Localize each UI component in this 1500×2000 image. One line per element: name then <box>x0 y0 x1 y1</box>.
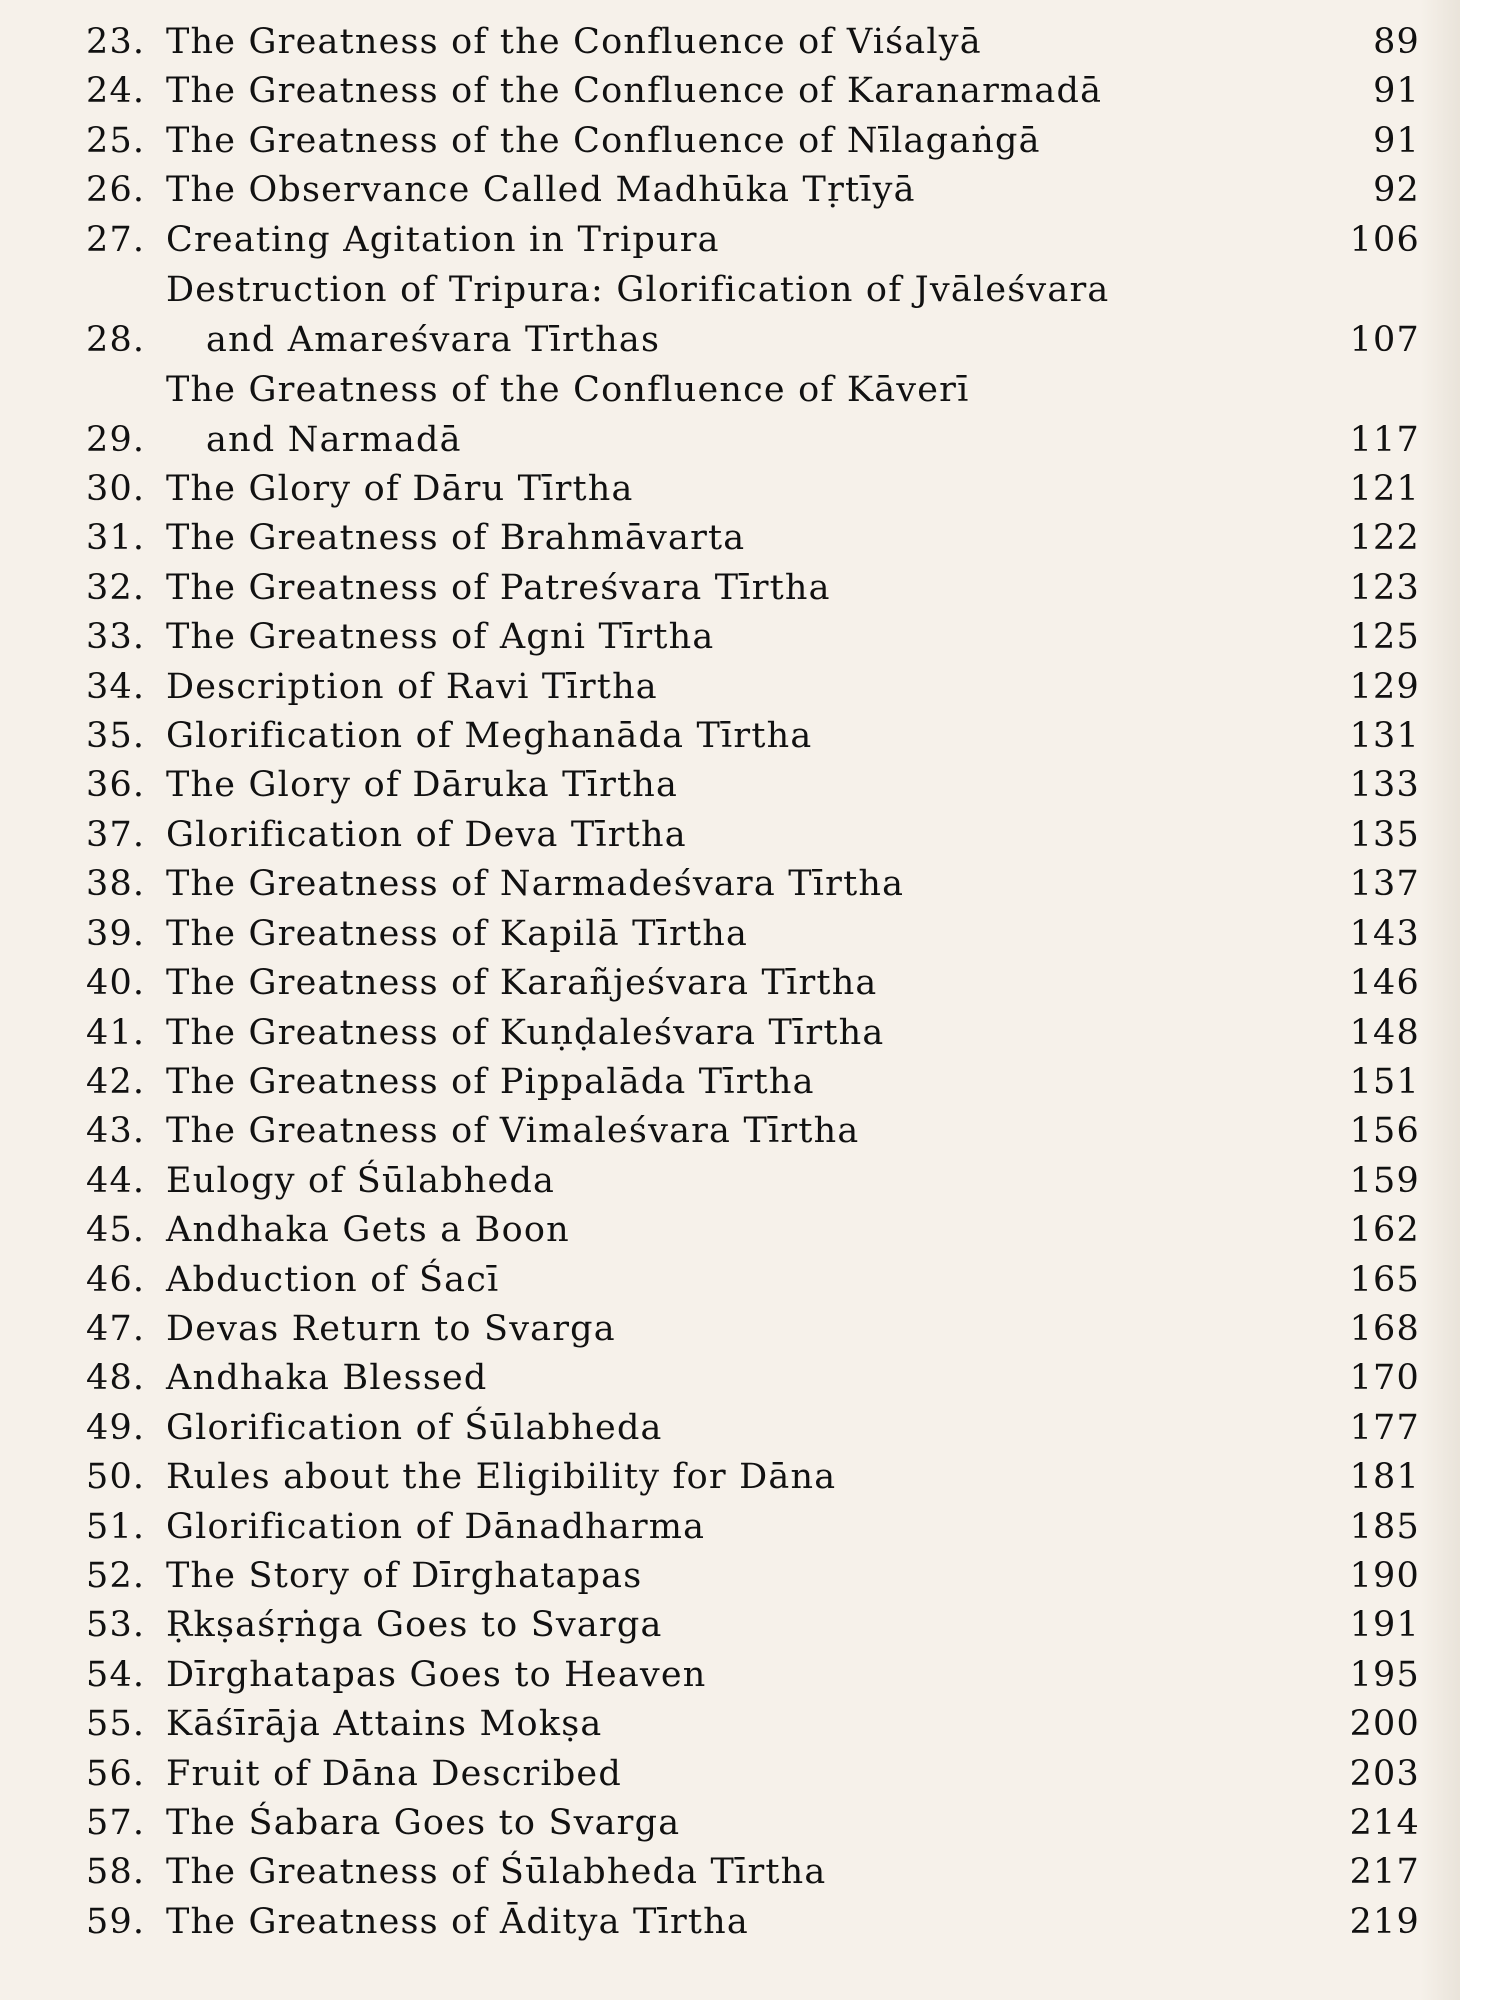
toc-entry <box>86 564 1420 613</box>
entry-number: 37. <box>86 814 146 855</box>
entry-title-line: Abduction of Śacī <box>166 1259 500 1300</box>
entry-number: 54. <box>86 1654 146 1695</box>
entry-page-number: 106 <box>1349 219 1420 260</box>
entry-number: 23. <box>86 22 146 62</box>
entry-page-number: 214 <box>1349 1803 1420 1843</box>
toc-entry <box>86 1848 1420 1897</box>
entry-page-number: 170 <box>1349 1358 1420 1399</box>
toc-entry <box>86 1898 1420 1947</box>
toc-entry <box>86 1058 1420 1107</box>
entry-title-line: The Śabara Goes to Svarga <box>166 1803 681 1843</box>
entry-page-number: 123 <box>1349 567 1420 608</box>
entry-title-line: The Story of Dīrghatapas <box>166 1555 643 1596</box>
entry-number: 33. <box>86 617 146 658</box>
entry-title-line: The Greatness of the Confluence of Nīlagaṅgā <box>166 120 1041 161</box>
entry-number: 40. <box>86 963 146 1004</box>
entry-title-line: Fruit of Dāna Described <box>166 1753 622 1794</box>
entry-number: 29. <box>86 420 146 461</box>
entry-number: 35. <box>86 716 146 757</box>
entry-title <box>166 663 1310 712</box>
entry-page-number: 122 <box>1349 518 1420 559</box>
entry-number: 48. <box>86 1358 146 1399</box>
entry-page-number: 131 <box>1349 716 1420 757</box>
toc-entry <box>86 761 1420 810</box>
entry-number: 38. <box>86 864 146 905</box>
toc-entry <box>86 265 1420 365</box>
entry-number: 59. <box>86 1901 146 1942</box>
entry-page-number: 137 <box>1349 864 1420 905</box>
toc-entry <box>86 1354 1420 1403</box>
entry-page-number: 148 <box>1349 1012 1420 1053</box>
toc-entry <box>86 1009 1420 1058</box>
entry-number: 49. <box>86 1407 146 1448</box>
entry-number: 27. <box>86 219 146 260</box>
entry-page-number: 91 <box>1373 120 1420 161</box>
toc-entry <box>86 514 1420 563</box>
entry-title <box>166 564 1310 613</box>
entry-title <box>166 117 1310 166</box>
toc-entry <box>86 67 1420 116</box>
entry-number: 52. <box>86 1555 146 1596</box>
entry-number: 30. <box>86 469 146 510</box>
entry-page-number: 219 <box>1349 1901 1420 1942</box>
entry-page-number: 143 <box>1349 913 1420 954</box>
entry-number: 53. <box>86 1605 146 1646</box>
toc-entry <box>86 117 1420 166</box>
entry-number: 50. <box>86 1457 146 1498</box>
entry-title <box>166 1848 1310 1897</box>
toc-entry <box>86 811 1420 860</box>
entry-title <box>166 1601 1310 1650</box>
entry-title-line: The Greatness of Kuṇḍaleśvara Tīrtha <box>166 1012 885 1053</box>
entry-title <box>166 1503 1310 1552</box>
entry-page-number: 165 <box>1349 1259 1420 1300</box>
toc-entry <box>86 1305 1420 1354</box>
entry-page-number: 92 <box>1373 170 1420 211</box>
entry-title-line: Glorification of Meghanāda Tīrtha <box>166 716 813 757</box>
entry-page-number: 203 <box>1349 1753 1420 1794</box>
entry-title-line: Glorification of Deva Tīrtha <box>166 814 687 855</box>
entry-title <box>166 1700 1310 1749</box>
toc-entry <box>86 1157 1420 1206</box>
entry-page-number: 125 <box>1349 617 1420 658</box>
toc-entry <box>86 910 1420 959</box>
entry-number: 56. <box>86 1753 146 1794</box>
toc-entry <box>86 166 1420 215</box>
entry-number: 39. <box>86 913 146 954</box>
entry-page-number: 177 <box>1349 1407 1420 1448</box>
toc-entry <box>86 1799 1420 1848</box>
entry-page-number: 156 <box>1349 1111 1420 1152</box>
entry-page-number: 190 <box>1349 1555 1420 1596</box>
entry-number: 43. <box>86 1111 146 1152</box>
toc-entry <box>86 18 1420 67</box>
entry-title-line: The Observance Called Madhūka Tṛtīyā <box>166 170 916 211</box>
entry-title-line: The Greatness of Agni Tīrtha <box>166 617 715 658</box>
entry-number: 28. <box>86 320 146 361</box>
entry-page-number: 159 <box>1349 1160 1420 1201</box>
entry-title <box>166 365 1310 465</box>
entry-title-line: The Glory of Dāru Tīrtha <box>166 469 634 510</box>
entry-page-number: 133 <box>1349 765 1420 806</box>
entry-title-line: The Greatness of Brahmāvarta <box>166 518 746 559</box>
entry-title-line: Andhaka Gets a Boon <box>166 1210 570 1251</box>
entry-title-line: Dīrghatapas Goes to Heaven <box>166 1654 707 1695</box>
entry-title-line: Creating Agitation in Tripura <box>166 219 720 260</box>
entry-number: 34. <box>86 666 146 707</box>
entry-page-number: 191 <box>1349 1605 1420 1646</box>
entry-title-line: Rules about the Eligibility for Dāna <box>166 1457 837 1498</box>
entry-number: 47. <box>86 1308 146 1349</box>
entry-number: 24. <box>86 71 146 112</box>
entry-title <box>166 1651 1310 1700</box>
toc-entry <box>86 1404 1420 1453</box>
entry-title-continuation: and Narmadā <box>206 420 462 461</box>
entry-number: 51. <box>86 1506 146 1547</box>
toc-entry <box>86 1503 1420 1552</box>
entry-title <box>166 1354 1310 1403</box>
toc-entry <box>86 1453 1420 1502</box>
entry-title-line: Glorification of Dānadharma <box>166 1506 706 1547</box>
table-of-contents <box>86 18 1420 1947</box>
entry-page-number: 151 <box>1349 1061 1420 1102</box>
entry-title-line: The Greatness of Āditya Tīrtha <box>166 1901 749 1942</box>
entry-title <box>166 1256 1310 1305</box>
toc-entry <box>86 860 1420 909</box>
entry-title <box>166 1157 1310 1206</box>
entry-title-line: Devas Return to Svarga <box>166 1308 616 1349</box>
entry-title-line: The Glory of Dāruka Tīrtha <box>166 765 679 806</box>
entry-title <box>166 1898 1310 1947</box>
entry-page-number: 181 <box>1349 1457 1420 1498</box>
toc-entry <box>86 1750 1420 1799</box>
entry-title <box>166 18 1310 67</box>
entry-page-number: 185 <box>1349 1506 1420 1547</box>
entry-title-line: The Greatness of the Confluence of Kāverī <box>166 370 970 411</box>
entry-page-number: 195 <box>1349 1654 1420 1695</box>
entry-title-line: Description of Ravi Tīrtha <box>166 666 658 707</box>
entry-title <box>166 1552 1310 1601</box>
entry-title-line: Andhaka Blessed <box>166 1358 488 1399</box>
toc-entry <box>86 1256 1420 1305</box>
entry-title-line: The Greatness of Śūlabheda Tīrtha <box>166 1852 827 1893</box>
entry-number: 26. <box>86 170 146 211</box>
entry-title-line: Glorification of Śūlabheda <box>166 1407 663 1448</box>
entry-title <box>166 761 1310 810</box>
entry-number: 58. <box>86 1852 146 1893</box>
entry-page-number: 117 <box>1349 420 1420 461</box>
toc-entry <box>86 712 1420 761</box>
entry-title-continuation: and Amareśvara Tīrthas <box>206 320 661 361</box>
toc-entry <box>86 613 1420 662</box>
entry-number: 31. <box>86 518 146 559</box>
entry-title <box>166 1453 1310 1502</box>
toc-entry <box>86 465 1420 514</box>
entry-title <box>166 465 1310 514</box>
entry-title-line: Kāśīrāja Attains Mokṣa <box>166 1704 603 1745</box>
entry-page-number: 146 <box>1349 963 1420 1004</box>
entry-number: 25. <box>86 120 146 161</box>
entry-number: 46. <box>86 1259 146 1300</box>
entry-page-number: 129 <box>1349 666 1420 707</box>
entry-number: 55. <box>86 1704 146 1745</box>
entry-page-number: 121 <box>1349 469 1420 510</box>
toc-entry <box>86 1552 1420 1601</box>
entry-title <box>166 1305 1310 1354</box>
entry-number: 32. <box>86 567 146 608</box>
toc-entry <box>86 663 1420 712</box>
entry-title <box>166 860 1310 909</box>
entry-page-number: 91 <box>1373 71 1420 112</box>
entry-number: 42. <box>86 1061 146 1102</box>
entry-title-line: The Greatness of Patreśvara Tīrtha <box>166 567 831 608</box>
entry-title <box>166 1009 1310 1058</box>
entry-title <box>166 1107 1310 1156</box>
entry-title-line: The Greatness of Karañjeśvara Tīrtha <box>166 963 878 1004</box>
entry-title-line: Destruction of Tripura: Glorification of Jvāleśvara <box>166 270 1110 311</box>
toc-entry <box>86 1651 1420 1700</box>
entry-number: 41. <box>86 1012 146 1053</box>
entry-title <box>166 1799 1310 1848</box>
entry-number: 36. <box>86 765 146 806</box>
entry-page-number: 162 <box>1349 1210 1420 1251</box>
entry-title <box>166 216 1310 265</box>
entry-title <box>166 1404 1310 1453</box>
entry-page-number: 217 <box>1349 1852 1420 1893</box>
toc-entry <box>86 1107 1420 1156</box>
entry-page-number: 168 <box>1349 1308 1420 1349</box>
entry-title <box>166 67 1310 116</box>
entry-page-number: 107 <box>1349 320 1420 361</box>
entry-title <box>166 265 1310 365</box>
toc-entry <box>86 1601 1420 1650</box>
entry-title <box>166 1206 1310 1255</box>
toc-entry <box>86 216 1420 265</box>
entry-title <box>166 1058 1310 1107</box>
entry-title <box>166 1750 1310 1799</box>
toc-entry <box>86 365 1420 465</box>
entry-page-number: 89 <box>1373 22 1420 62</box>
entry-title-line: The Greatness of the Confluence of Viśalyā <box>166 22 982 62</box>
entry-title <box>166 712 1310 761</box>
entry-title <box>166 811 1310 860</box>
entry-title <box>166 514 1310 563</box>
entry-title <box>166 910 1310 959</box>
entry-title <box>166 959 1310 1008</box>
entry-title <box>166 613 1310 662</box>
entry-title-line: Eulogy of Śūlabheda <box>166 1160 556 1201</box>
entry-title-line: The Greatness of Kapilā Tīrtha <box>166 913 749 954</box>
entry-number: 57. <box>86 1803 146 1843</box>
entry-title <box>166 166 1310 215</box>
toc-entry <box>86 1700 1420 1749</box>
toc-entry <box>86 959 1420 1008</box>
entry-page-number: 135 <box>1349 814 1420 855</box>
entry-title-line: The Greatness of the Confluence of Karanarmadā <box>166 71 1103 112</box>
entry-title-line: The Greatness of Vimaleśvara Tīrtha <box>166 1111 860 1152</box>
entry-number: 45. <box>86 1210 146 1251</box>
entry-title-line: The Greatness of Narmadeśvara Tīrtha <box>166 864 905 905</box>
entry-page-number: 200 <box>1349 1704 1420 1745</box>
entry-title-line: The Greatness of Pippalāda Tīrtha <box>166 1061 815 1102</box>
entry-number: 44. <box>86 1160 146 1201</box>
entry-title-line: Ṛkṣaśṛṅga Goes to Svarga <box>166 1605 663 1646</box>
toc-entry <box>86 1206 1420 1255</box>
